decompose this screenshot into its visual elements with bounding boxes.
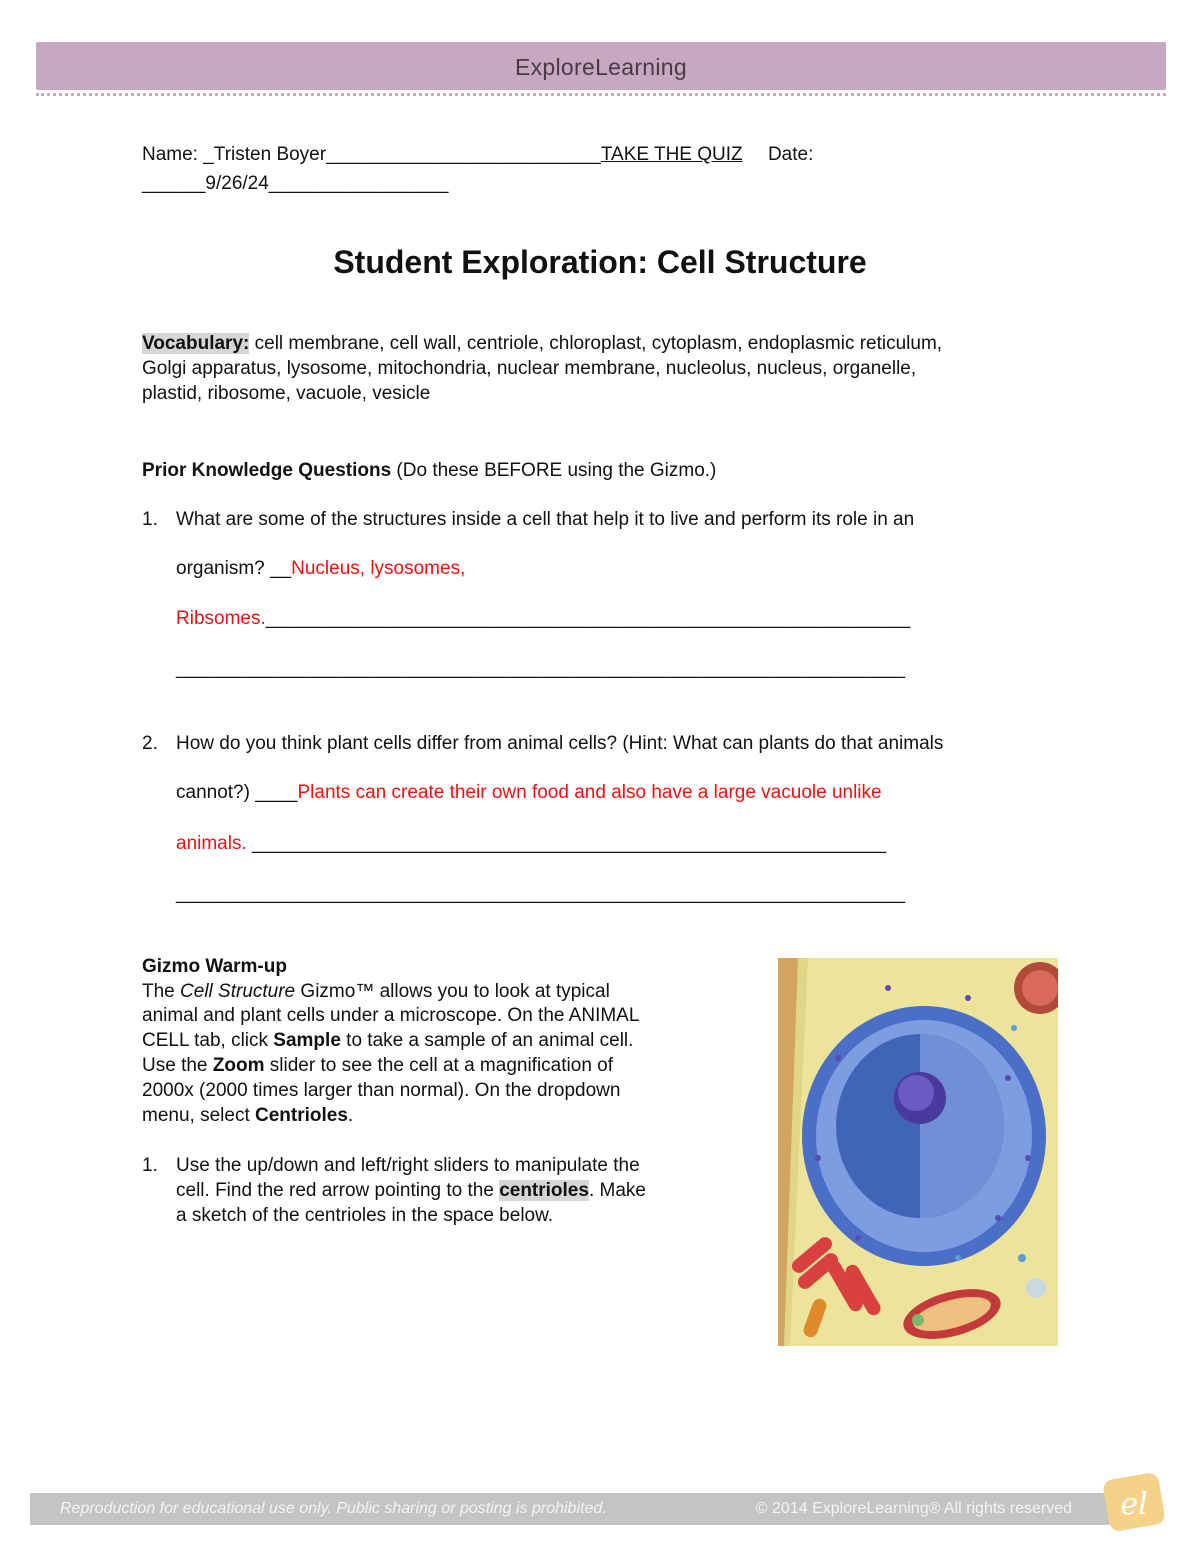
name-field: Name: _Tristen Boyer__________________________ bbox=[142, 144, 601, 165]
question-2-blank-3: _____________________________________________________________________ bbox=[176, 883, 906, 904]
warmup-item-1-text-2a: cell. Find the red arrow pointing to the bbox=[176, 1180, 500, 1201]
explorelearning-logo: ExploreLearning bbox=[514, 54, 687, 80]
warmup-text-the: The bbox=[142, 981, 181, 1002]
warmup-line-1 bbox=[142, 979, 610, 1004]
question-2-number: 2. bbox=[142, 733, 158, 754]
prior-heading-label: Prior Knowledge Questions bbox=[142, 460, 392, 481]
vocabulary-text-2: Golgi apparatus, lysosome, mitochondria, nuclear membrane, nucleolus, nucleus, organelle, bbox=[142, 358, 917, 379]
warmup-text-6b: . bbox=[347, 1105, 354, 1126]
question-1-blank-2: _____________________________________________________________ bbox=[265, 608, 911, 629]
question-2-blank-2: ____________________________________________________________ bbox=[246, 833, 887, 854]
question-1-number: 1. bbox=[142, 509, 158, 530]
svg-text:el: el bbox=[1120, 1487, 1148, 1522]
warmup-text-4b: slider to see the cell at a magnification of bbox=[264, 1055, 614, 1076]
footer-disclaimer: Reproduction for educational use only. Public sharing or posting is prohibited. bbox=[60, 1500, 607, 1517]
warmup-item-1-line-2 bbox=[176, 1178, 646, 1203]
question-2-text: How do you think plant cells differ from animal cells? (Hint: What can plants do that animals bbox=[176, 733, 944, 754]
header-band bbox=[36, 42, 1166, 90]
question-2-answer-1: Plants can create their own food and also have a large vacuole unlike bbox=[297, 782, 882, 803]
gizmo-warmup-heading: Gizmo Warm-up bbox=[142, 956, 287, 977]
vocabulary-line-1 bbox=[142, 331, 942, 356]
question-1-prompt: organism? __ bbox=[176, 558, 292, 579]
prior-knowledge-heading bbox=[142, 458, 716, 483]
centrioles-term: Centrioles bbox=[255, 1105, 348, 1126]
warmup-text-1: Gizmo™ allows you to look at typical bbox=[295, 981, 610, 1002]
warmup-text-4a: Use the bbox=[142, 1055, 213, 1076]
gizmo-name: Cell Structure bbox=[180, 981, 296, 1002]
date-value: ______9/26/24_________________ bbox=[142, 173, 449, 194]
question-1-answer-2: Ribsomes. bbox=[176, 608, 266, 629]
warmup-text-3a: CELL tab, click bbox=[142, 1030, 274, 1051]
el-logo-icon bbox=[1098, 1470, 1170, 1534]
vocabulary-text-1: cell membrane, cell wall, centriole, chloroplast, cytoplasm, endoplasmic reticulum, bbox=[249, 333, 943, 354]
page-title: Student Exploration: Cell Structure bbox=[333, 244, 867, 280]
vocabulary-label: Vocabulary: bbox=[142, 333, 250, 354]
animal-cell-illustration bbox=[778, 958, 1058, 1346]
warmup-item-1-line-1: Use the up/down and left/right sliders to manipulate the bbox=[176, 1155, 640, 1176]
question-2-prompt: cannot?) ____ bbox=[176, 782, 298, 803]
question-2-answer-line-1 bbox=[176, 780, 882, 805]
question-1-text: What are some of the structures inside a cell that help it to live and perform its role in an bbox=[176, 509, 915, 530]
footer-band bbox=[30, 1493, 1140, 1525]
warmup-item-1-number: 1. bbox=[142, 1155, 158, 1176]
question-1-answer-line-2 bbox=[176, 606, 910, 631]
footer-copyright: © 2014 ExploreLearning® All rights reserved bbox=[755, 1500, 1072, 1517]
warmup-text-2: animal and plant cells under a microscope. On the ANIMAL bbox=[142, 1005, 640, 1026]
question-2-answer-2: animals. bbox=[176, 833, 247, 854]
warmup-line-3 bbox=[142, 1028, 633, 1053]
zoom-term: Zoom bbox=[212, 1055, 265, 1076]
name-line bbox=[142, 142, 813, 167]
warmup-line-4 bbox=[142, 1053, 613, 1078]
warmup-text-6a: menu, select bbox=[142, 1105, 255, 1126]
take-the-quiz-link[interactable]: TAKE THE QUIZ bbox=[600, 144, 743, 165]
warmup-item-1-text-2b: . Make bbox=[588, 1180, 646, 1201]
question-1-answer-1: Nucleus, lysosomes, bbox=[291, 558, 466, 579]
warmup-text-5: 2000x (2000 times larger than normal). On the dropdown bbox=[142, 1080, 621, 1101]
warmup-item-1-line-3: a sketch of the centrioles in the space below. bbox=[176, 1205, 554, 1226]
centrioles-highlight: centrioles bbox=[499, 1180, 589, 1201]
prior-heading-note: (Do these BEFORE using the Gizmo.) bbox=[391, 460, 717, 481]
warmup-line-6 bbox=[142, 1103, 353, 1128]
date-label: Date: bbox=[767, 144, 814, 165]
question-1-answer-line-1 bbox=[176, 556, 465, 581]
warmup-text-3b: to take a sample of an animal cell. bbox=[340, 1030, 634, 1051]
question-2-answer-line-2 bbox=[176, 831, 886, 856]
question-1-blank-3: _____________________________________________________________________ bbox=[176, 658, 906, 679]
sample-term: Sample bbox=[273, 1030, 341, 1051]
vocabulary-text-3: plastid, ribosome, vacuole, vesicle bbox=[142, 383, 431, 404]
